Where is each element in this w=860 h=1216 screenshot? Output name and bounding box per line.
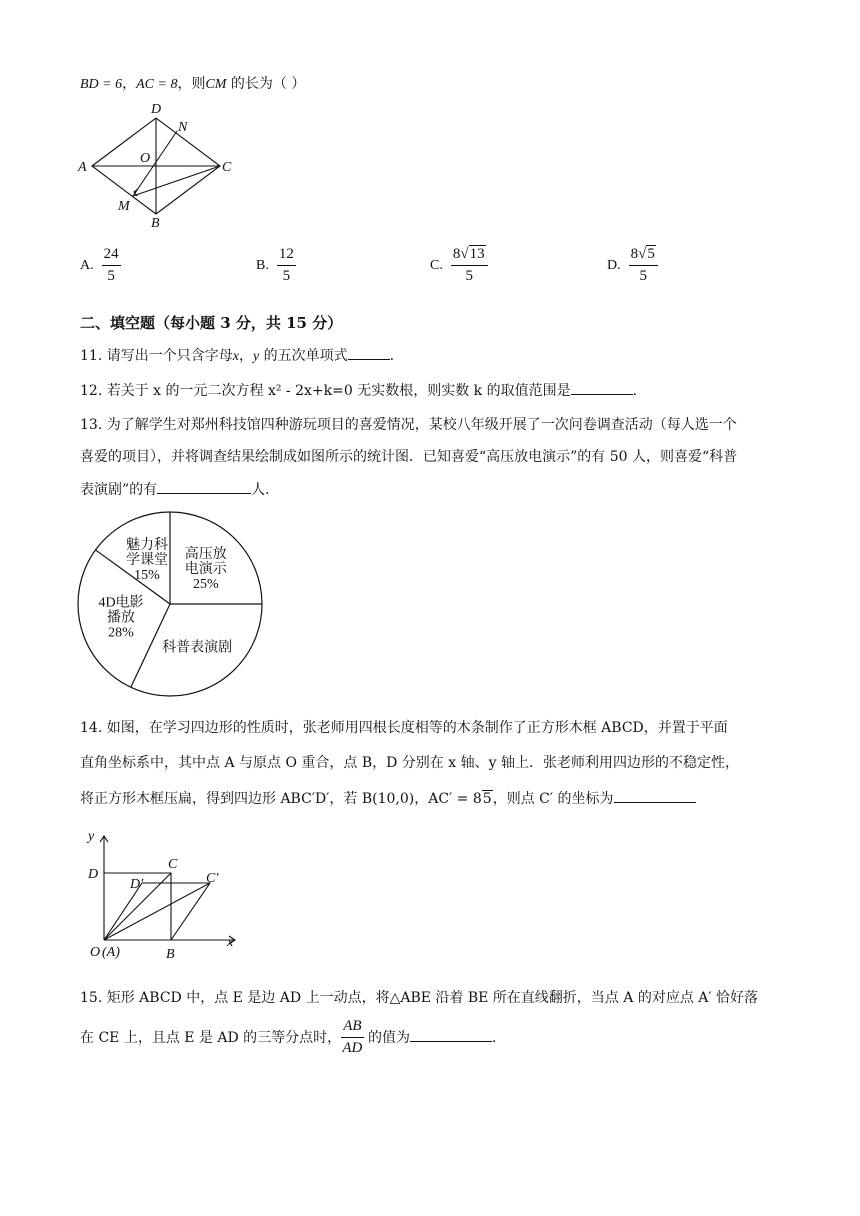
rhombus-figure xyxy=(76,100,246,230)
label-x: x xyxy=(227,935,234,950)
q15-fraction xyxy=(341,1018,363,1058)
pie-slice-label: 电演示 xyxy=(184,562,227,578)
option-d-fraction: $\frac{8√5}{5}$ xyxy=(629,246,658,286)
q13-line-2: 喜爱的项目），并将调查结果绘制成如图所示的统计图．已知喜爱“高压放电演示”的有 50 人，则喜爱“科普 xyxy=(80,449,738,465)
q13-text-a: 表演剧”的有 xyxy=(80,482,158,498)
option-d-label: D. xyxy=(607,257,621,273)
question-11: 11. 请写出一个只含字母x，y 的五次单项式 . xyxy=(80,345,394,365)
option-c-den: 5 xyxy=(465,268,473,285)
label-o: O xyxy=(140,151,151,166)
q15-text-a: 在 CE 上，且点 E 是 AD 的三等分点时， xyxy=(80,1029,342,1046)
label-d-prime: D′ xyxy=(130,877,144,892)
label-n: N xyxy=(178,120,188,135)
q11-text-a: 11. 请写出一个只含字母 xyxy=(80,348,233,364)
q10-condition-line: BD = 6，AC = 8，则CM 的长为（ ） xyxy=(80,76,306,92)
q15-frac-num: AB xyxy=(341,1018,363,1038)
label-c-square: C xyxy=(168,857,178,872)
option-c xyxy=(430,246,488,286)
option-a-fraction xyxy=(102,246,121,286)
option-d-den: 5 xyxy=(639,268,647,285)
q11-y: y xyxy=(252,349,260,364)
pie-slice-label: 播放 xyxy=(107,610,135,626)
q14-line-1: 14. 如图，在学习四边形的性质时，张老师用四根长度相等的木条制作了正方形木框 ABCD，并置于平面 xyxy=(80,720,728,736)
pie-slice-label: 4D电影 xyxy=(98,595,144,611)
option-a xyxy=(80,246,121,286)
option-b-label: B. xyxy=(256,257,269,273)
option-a-label: A. xyxy=(80,257,94,273)
question-12 xyxy=(80,380,637,400)
q14-text-a: 将正方形木框压扁，得到四边形 ABC′D′，若 B(10,0)，AC′ = 8 xyxy=(80,791,482,807)
option-b-num: 12 xyxy=(277,246,296,266)
answer-blank-11[interactable] xyxy=(348,345,390,360)
option-b xyxy=(256,246,296,286)
segment-cm xyxy=(133,166,220,196)
q13-text-b: 人． xyxy=(251,482,280,498)
pie-slice-label: 25% xyxy=(192,577,219,593)
q14-text-b: ，则点 C′ 的坐标为 xyxy=(492,791,614,807)
label-d: D xyxy=(151,102,162,117)
pie-chart xyxy=(72,510,272,698)
label-o-origin: O xyxy=(90,945,101,960)
q15-end: . xyxy=(491,1029,497,1046)
pie-slice-label: 28% xyxy=(108,625,134,641)
option-b-den: 5 xyxy=(282,268,291,285)
bd-value: BD = 6 xyxy=(80,77,123,92)
option-d-radicand: 5 xyxy=(647,246,655,262)
q15-line-1: 15. 矩形 ABCD 中，点 E 是边 AD 上一动点，将△ABE 沿着 BE 所在直线翻折，当点 A 的对应点 A′ 恰好落 xyxy=(80,990,759,1006)
section-heading: 二、填空题（每小题 3 分，共 15 分） xyxy=(80,314,343,332)
q11-comma: ， xyxy=(238,348,253,364)
label-b-point: B xyxy=(166,947,175,962)
label-c: C xyxy=(222,160,232,175)
option-c-fraction: $\frac{8√13}{5}$ xyxy=(451,246,488,286)
cm-segment: CM xyxy=(205,77,227,92)
pie-slice-label: 高压放 xyxy=(184,547,227,563)
q10-text: ，则 xyxy=(177,76,206,92)
label-a: A xyxy=(78,160,87,175)
option-d xyxy=(607,246,658,286)
pie-slice-label: 15% xyxy=(134,567,160,583)
pie-slice-label: 魅力科 xyxy=(126,537,168,553)
q11-x: x xyxy=(232,349,239,364)
answer-blank-15[interactable] xyxy=(410,1027,492,1042)
label-b: B xyxy=(151,216,160,230)
q14-radicand: 5 xyxy=(482,791,492,807)
pie-slice-label: 科普表演剧 xyxy=(162,640,233,656)
q14-line-3 xyxy=(80,788,696,808)
q11-text-b: 的五次单项式 xyxy=(259,348,348,364)
option-c-label: C. xyxy=(430,257,443,273)
q12-end: . xyxy=(632,383,638,399)
q12-text: 12. 若关于 x 的一元二次方程 x² - 2x+k=0 无实数根，则实数 k 的取值范围是 xyxy=(80,383,571,399)
option-a-den: 5 xyxy=(107,268,115,285)
label-m: M xyxy=(118,199,130,214)
label-d-square: D xyxy=(88,867,99,882)
q10-tail: 的长为（ ） xyxy=(226,76,306,92)
answer-blank-12[interactable] xyxy=(571,380,633,395)
answer-blank-13[interactable] xyxy=(157,479,251,494)
q14-line-2: 直角坐标系中，其中点 A 与原点 O 重合，点 B，D 分别在 x 轴、y 轴上．张老师利用四边形的不稳定性， xyxy=(80,755,739,771)
pie-slice-label: 学课堂 xyxy=(126,552,168,568)
answer-blank-14[interactable] xyxy=(614,788,696,803)
label-y: y xyxy=(88,829,95,844)
option-c-radicand: 13 xyxy=(469,246,485,262)
coordinate-figure xyxy=(84,826,244,966)
q15-text-b: 的值为 xyxy=(363,1029,410,1046)
label-c-prime: C′ xyxy=(206,871,219,886)
option-d-coef: 8 xyxy=(630,246,639,262)
ac-value: AC = 8 xyxy=(136,77,178,92)
q13-line-3 xyxy=(80,479,279,499)
option-a-num: 24 xyxy=(102,246,121,266)
diagonal-ac-prime xyxy=(104,883,210,940)
q15-frac-den: AD xyxy=(342,1040,363,1057)
option-b-fraction xyxy=(277,246,296,286)
q13-line-1: 13. 为了解学生对郑州科技馆四种游玩项目的喜爱情况，某校八年级开展了一次问卷调查活动（每人选一个 xyxy=(80,417,737,433)
label-a-origin: (A) xyxy=(102,945,120,960)
q15-line-2 xyxy=(80,1018,496,1058)
option-c-coef: 8 xyxy=(452,246,461,262)
